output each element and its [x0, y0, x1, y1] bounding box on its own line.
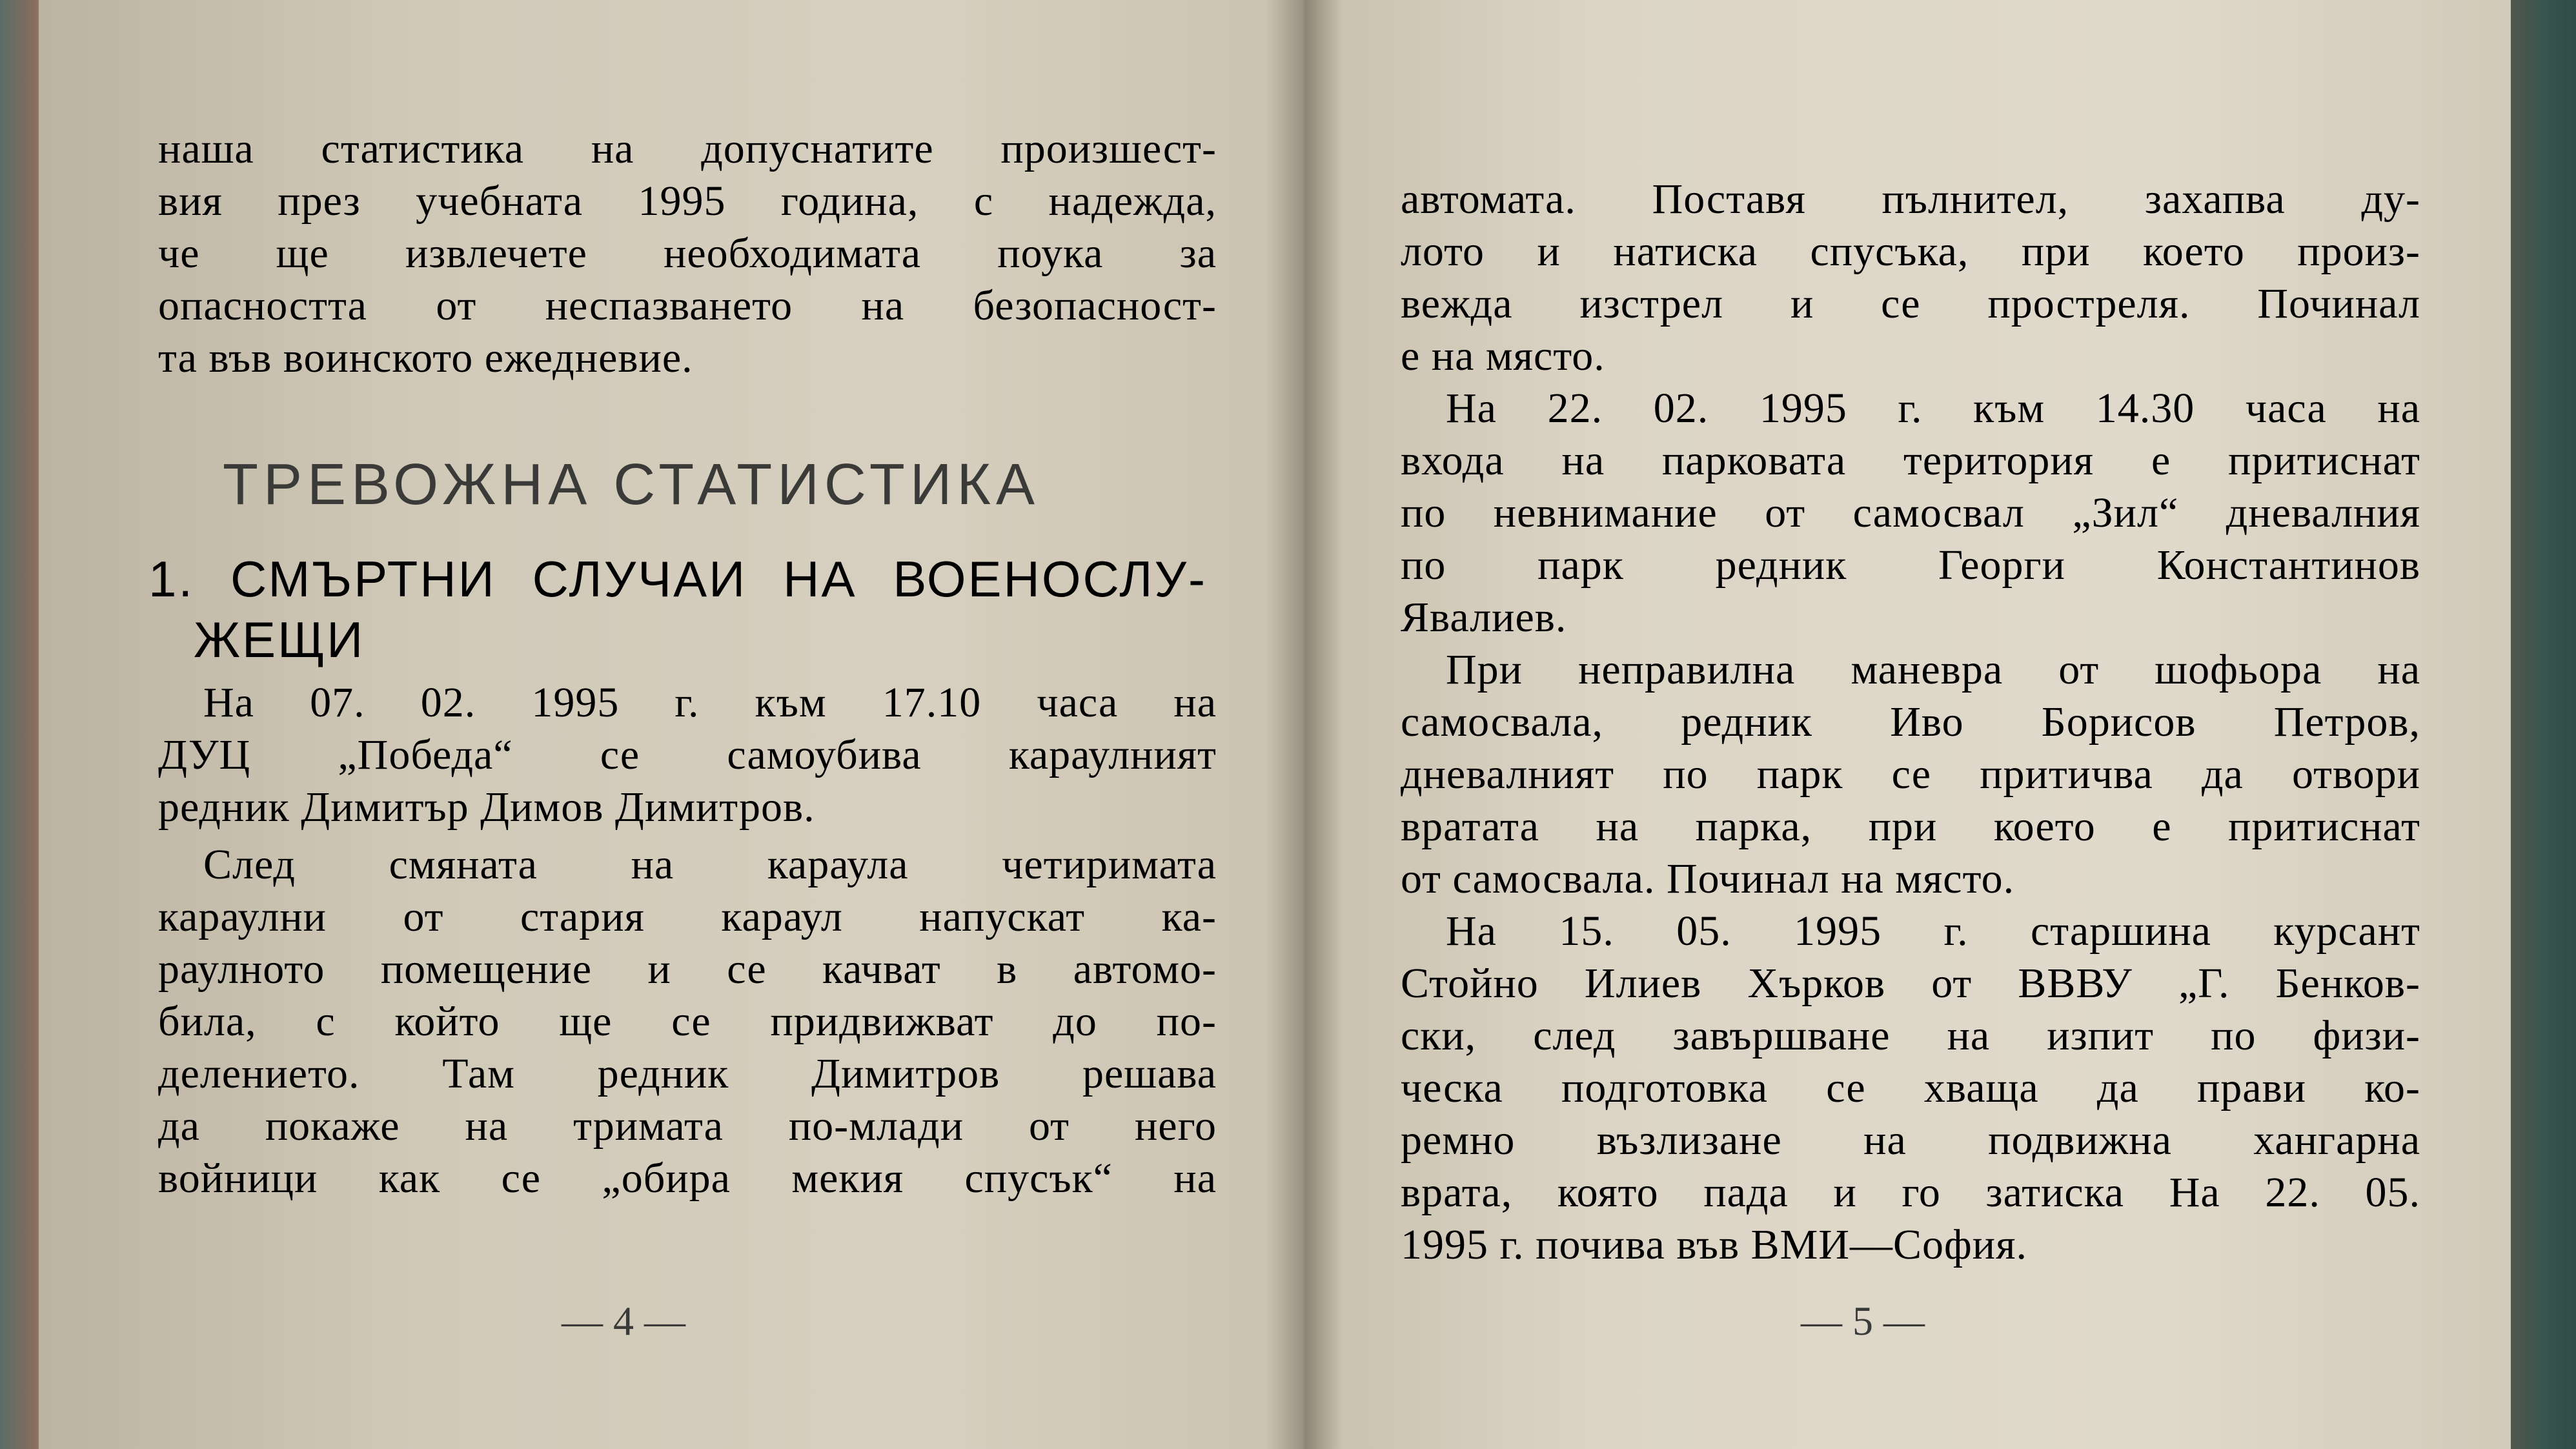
intro-paragraph: [158, 123, 1217, 384]
text-line: вратата на парка, при което е притиснат: [1401, 803, 2420, 850]
page-heading: ТРЕВОЖНА СТАТИСТИКА: [223, 452, 1040, 517]
text-line: войници как се „обира мекия спусък“ на: [158, 1155, 1217, 1202]
text-line: била, с който ще се придвижват до по-: [158, 998, 1217, 1045]
text-line: Стойно Илиев Хърков от ВВВУ „Г. Бенков-: [1401, 960, 2420, 1007]
paragraph: [158, 676, 1217, 833]
text-line: по невнимание от самосвал „Зил“ дневалния: [1401, 489, 2420, 536]
text-line: ДУЦ „Победа“ се самоубива караулният: [158, 731, 1217, 778]
text-line: 1995 г. почива във ВМИ—София.: [1401, 1221, 2027, 1268]
text-line: че ще извлечете необходимата поука за: [158, 230, 1217, 277]
text-line: вежда изстрел и се простреля. Починал: [1401, 280, 2420, 327]
background-right: [2504, 0, 2576, 1449]
text-line: автомата. Поставя пълнител, захапва ду-: [1401, 176, 2420, 223]
paragraph: [1401, 905, 2420, 1271]
text-line: дневалният по парк се притичва да отвори: [1401, 751, 2420, 798]
text-line: опасността от неспазването на безопасност-: [158, 282, 1217, 329]
text-line: Явалиев.: [1401, 594, 1567, 641]
text-line: ческа подготовка се хваща да прави ко-: [1401, 1064, 2420, 1111]
text-line: ремно възлизане на подвижна хангарна: [1401, 1117, 2420, 1164]
text-line: На 22. 02. 1995 г. към 14.30 часа на: [1446, 385, 2420, 432]
right-body-text: [1401, 173, 2420, 1271]
section-title-line: 1. СМЪРТНИ СЛУЧАИ НА ВОЕНОСЛУ-: [148, 551, 1207, 607]
text-line: караулни от стария караул напускат ка-: [158, 893, 1217, 940]
text-line: След смяната на караула четиримата: [203, 841, 1217, 888]
left-intro-text: [158, 123, 1217, 384]
text-line: лото и натиска спусъка, при което произ-: [1401, 228, 2420, 275]
text-line: редник Димитър Димов Димитров.: [158, 784, 815, 831]
text-line: делението. Там редник Димитров решава: [158, 1050, 1217, 1097]
text-line: та във воинското ежедневие.: [158, 334, 693, 381]
text-line: На 07. 02. 1995 г. към 17.10 часа на: [203, 679, 1217, 726]
page-number-left: — 4 —: [562, 1298, 685, 1344]
text-line: наша статистика на допуснатите произшест-: [158, 125, 1217, 172]
paragraph: [1401, 643, 2420, 905]
book-gutter: [1265, 0, 1343, 1449]
text-line: е на място.: [1401, 332, 1605, 380]
text-line: раулното помещение и се качват в автомо-: [158, 946, 1217, 993]
paragraph: [1401, 382, 2420, 643]
text-line: врата, която пада и го затиска На 22. 05.: [1401, 1169, 2420, 1216]
text-line: входа на парковата територия е притиснат: [1401, 437, 2420, 484]
section-title-line: ЖЕЩИ: [194, 611, 365, 668]
left-body-text: [158, 676, 1217, 1204]
page-number-right: — 5 —: [1801, 1298, 1925, 1344]
text-line: вия през учебната 1995 година, с надежда,: [158, 177, 1217, 225]
text-line: ски, след завършване на изпит по физи-: [1401, 1012, 2420, 1059]
text-line: самосвала, редник Иво Борисов Петров,: [1401, 698, 2420, 745]
section-title: [148, 549, 1207, 670]
text-line: На 15. 05. 1995 г. старшина курсант: [1446, 907, 2420, 955]
text-line: да покаже на тримата по-млади от него: [158, 1102, 1217, 1150]
paragraph: [158, 838, 1217, 1204]
paragraph: [1401, 173, 2420, 382]
text-line: При неправилна маневра от шофьора на: [1446, 646, 2420, 693]
text-line: по парк редник Георги Константинов: [1401, 542, 2420, 589]
text-line: от самосвала. Починал на място.: [1401, 855, 2015, 902]
